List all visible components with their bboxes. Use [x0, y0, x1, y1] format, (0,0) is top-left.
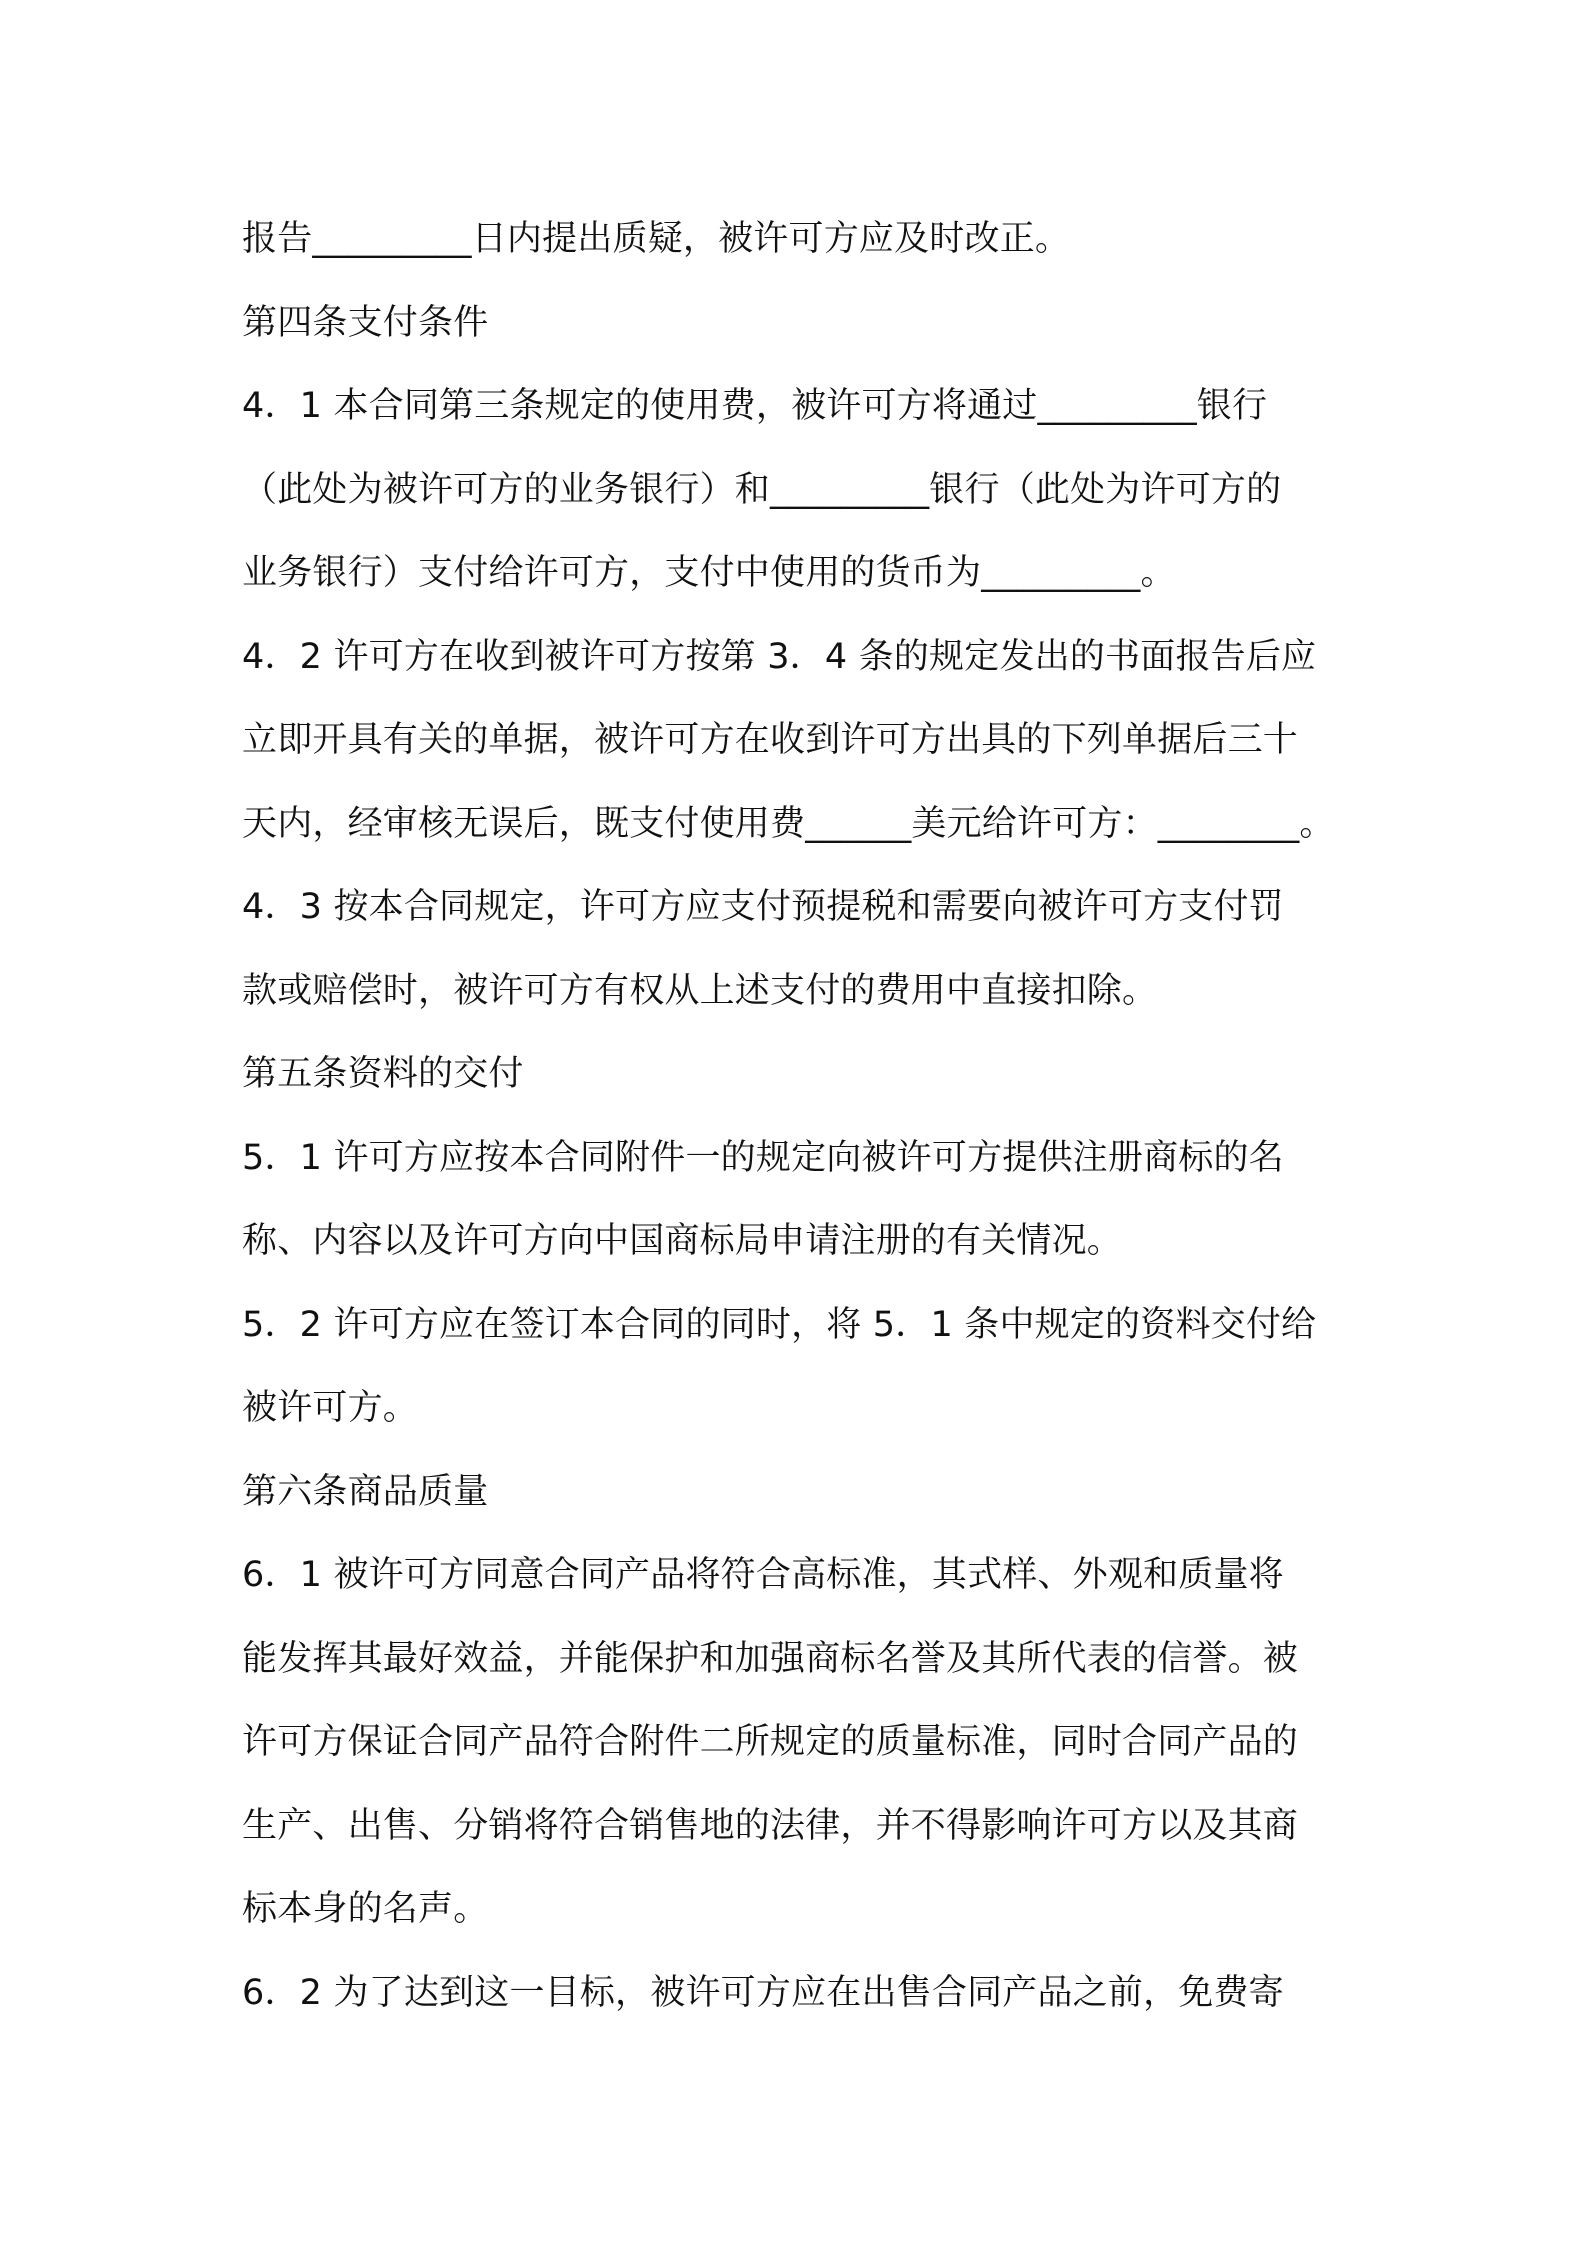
text-line: 能发挥其最好效益，并能保护和加强商标名誉及其所代表的信誉。被 — [242, 1638, 1299, 1679]
text-line: 报告_________日内提出质疑，被许可方应及时改正。 — [242, 219, 1071, 259]
section-heading-payment: 第四条支付条件 — [242, 302, 489, 343]
text-line: 4．3 按本合同规定，许可方应支付预提税和需要向被许可方支付罚 — [242, 887, 1284, 927]
text-line: 款或赔偿时，被许可方有权从上述支付的费用中直接扣除。 — [242, 970, 1158, 1011]
text-line: （此处为被许可方的业务银行）和_________银行（此处为许可方的 — [242, 469, 1282, 510]
text-line: 5．1 许可方应按本合同附件一的规定向被许可方提供注册商标的名 — [242, 1137, 1284, 1178]
text-line: 4．1 本合同第三条规定的使用费，被许可方将通过_________银行 — [242, 386, 1268, 426]
text-line: 业务银行）支付给许可方，支付中使用的货币为_________。 — [242, 553, 1176, 593]
section-heading-materials: 第五条资料的交付 — [242, 1054, 524, 1094]
document-body — [242, 198, 1362, 2035]
text-line: 生产、出售、分销将符合销售地的法律，并不得影响许可方以及其商 — [242, 1805, 1299, 1846]
text-line: 立即开具有关的单据，被许可方在收到许可方出具的下列单据后三十 — [242, 720, 1299, 760]
text-line: 标本身的名声。 — [242, 1889, 489, 1929]
text-line: 4．2 许可方在收到被许可方按第 3．4 条的规定发出的书面报告后应 — [242, 636, 1317, 677]
text-line: 被许可方。 — [242, 1388, 419, 1428]
text-line: 天内，经审核无误后，既支付使用费______美元给许可方：________。 — [242, 803, 1335, 844]
text-line: 5．2 许可方应在签订本合同的同时，将 5．1 条中规定的资料交付给 — [242, 1304, 1317, 1345]
text-line: 6．2 为了达到这一目标，被许可方应在出售合同产品之前，免费寄 — [242, 1972, 1284, 2013]
text-line: 称、内容以及许可方向中国商标局申请注册的有关情况。 — [242, 1221, 1123, 1261]
text-line: 6．1 被许可方同意合同产品将符合高标准，其式样、外观和质量将 — [242, 1555, 1284, 1595]
section-heading-quality: 第六条商品质量 — [242, 1471, 489, 1512]
text-line: 许可方保证合同产品符合附件二所规定的质量标准，同时合同产品的 — [242, 1722, 1299, 1762]
